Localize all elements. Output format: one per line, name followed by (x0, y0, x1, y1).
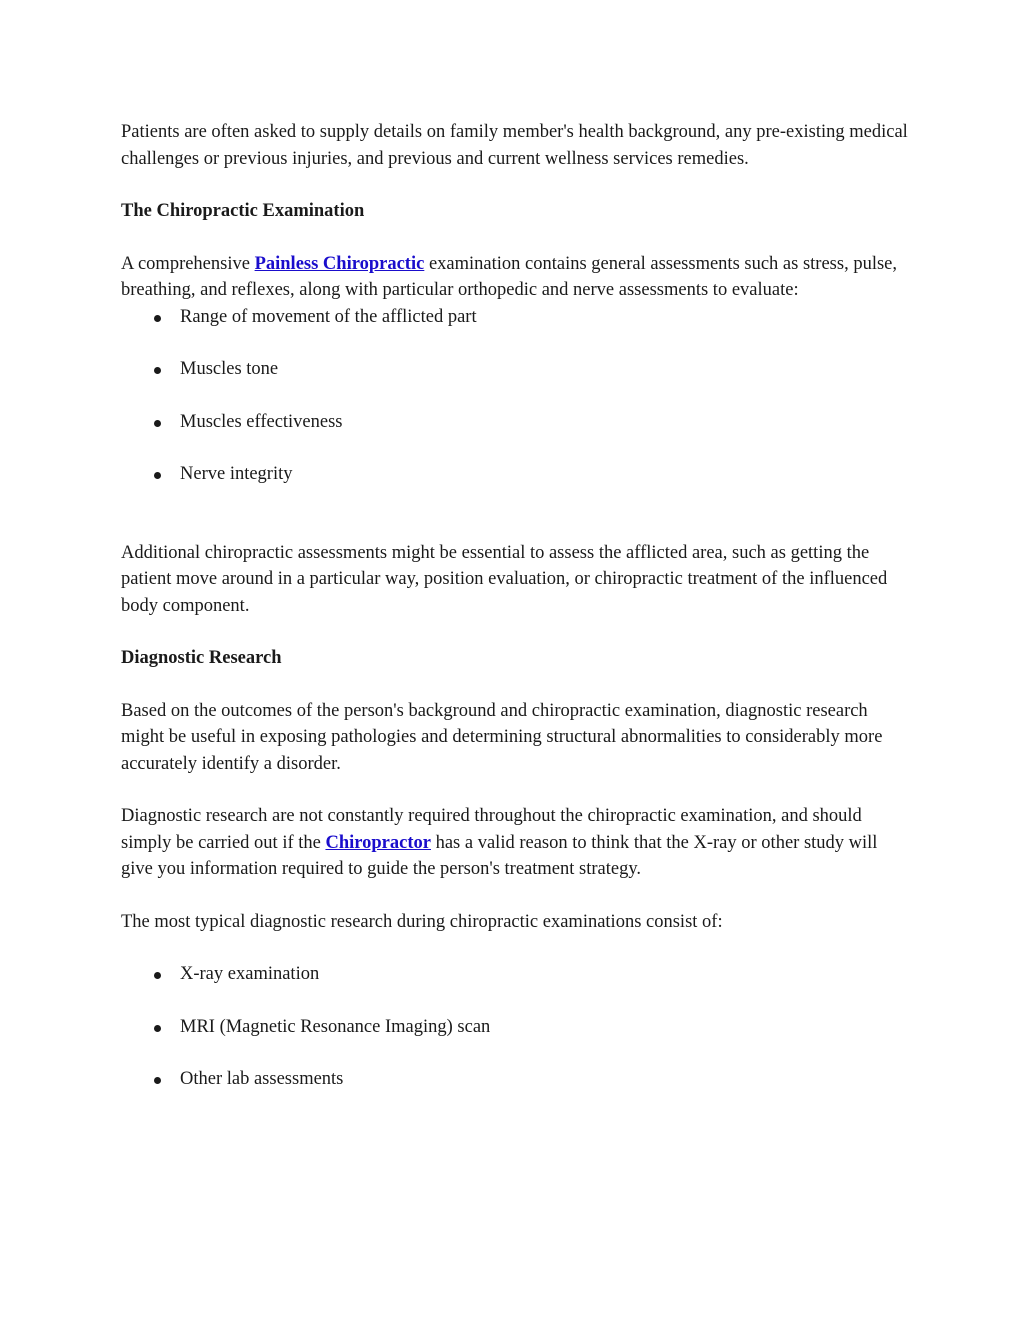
diagnostic-paragraph (121, 803, 911, 883)
exam-text-after-link: examination contains general assessments such as stress, pulse, breathing, and reflexes, along with particular orthopedic and nerve assessments to evaluate: (121, 253, 897, 300)
based-on-paragraph: Based on the outcomes of the person's background and chiropractic examination, diagnostic research might be useful in exposing pathologies and determining structural abnormalities to considerably more accurately identify a disorder. (121, 700, 883, 774)
diag-text-after-link: has a valid reason to think that the X-ray or other study will give you information required to guide the person's treatment strategy. (121, 832, 878, 879)
diag-text-before-link: Diagnostic research are not constantly required throughout the chiropractic examination, and should simply be carried out if the (121, 806, 862, 853)
list-item-text: Muscles effectiveness (180, 411, 343, 432)
list-item (121, 409, 911, 436)
list-item-text: Muscles tone (180, 359, 279, 379)
bullet-icon (154, 367, 161, 374)
list-item (121, 1066, 911, 1093)
heading-diagnostic-research: Diagnostic Research (121, 648, 282, 668)
heading-chiropractic-examination: The Chiropractic Examination (121, 201, 365, 221)
chiropractor-link[interactable]: Chiropractor (325, 832, 431, 853)
intro-paragraph: Patients are often asked to supply details on family member's health background, any pre-existing medical challenges or previous injuries, and previous and current wellness services remedies. (121, 122, 908, 169)
list-item (121, 304, 911, 331)
additional-paragraph: Additional chiropractic assessments might be essential to assess the afflicted area, such as getting the patient move around in a particular way, position evaluation, or chiropractic treatment of the influenced body component. (121, 542, 888, 616)
diagnostic-list (121, 961, 911, 1093)
painless-chiropractic-link[interactable]: Painless Chiropractic (254, 253, 425, 274)
list-item-text: X-ray examination (180, 964, 320, 984)
list-item-text: Nerve integrity (180, 464, 293, 484)
document-page (121, 119, 911, 1119)
bullet-icon (154, 472, 161, 479)
bullet-icon (154, 1025, 161, 1032)
list-item-text: Other lab assessments (180, 1069, 344, 1089)
bullet-icon (154, 315, 161, 322)
list-item (121, 961, 911, 988)
list-item (121, 461, 911, 488)
list-item-text: MRI (Magnetic Resonance Imaging) scan (180, 1016, 491, 1037)
bullet-icon (154, 420, 161, 427)
list-item-text: Range of movement of the afflicted part (180, 306, 477, 327)
exam-text-before-link: A comprehensive (121, 253, 255, 274)
list-item (121, 356, 911, 383)
most-typical-paragraph: The most typical diagnostic research during chiropractic examinations consist of: (121, 911, 723, 932)
exam-assessment-list (121, 304, 911, 488)
bullet-icon (154, 1077, 161, 1084)
bullet-icon (154, 972, 161, 979)
exam-paragraph (121, 251, 911, 304)
list-item (121, 1014, 911, 1041)
